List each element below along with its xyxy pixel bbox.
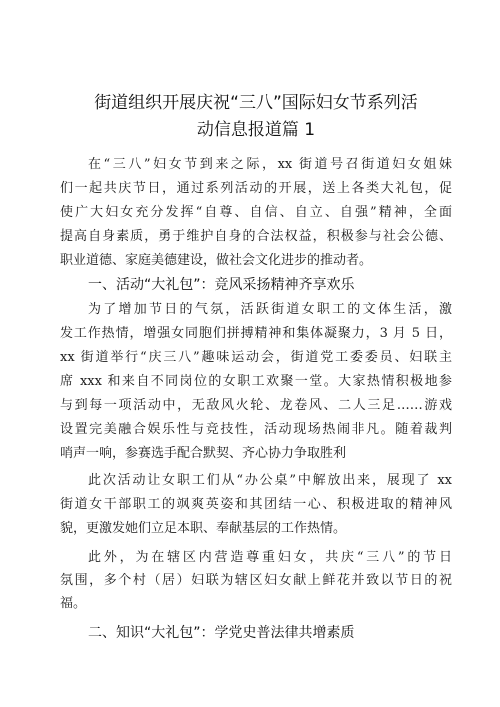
paragraph-4-line: 此外，为在辖区内营造尊重妇女，共庆“三八”的节日: [88, 550, 452, 565]
document-title-line-1: 街道组织开展庆祝“三八”国际妇女节系列活: [94, 93, 418, 113]
paragraph-1-line: 们一起共庆节日，通过系列活动的开展，送上各类大礼包，促: [60, 181, 452, 196]
paragraph-2-line: 席 xxx 和来自不同岗位的女职工欢聚一堂。大家热情积极地参: [60, 374, 452, 389]
paragraph-1-line: 使广大妇女充分发挥“自尊、自信、自立、自强”精神，全面: [60, 205, 452, 220]
paragraph-4-line: 福。: [60, 596, 87, 611]
paragraph-4-line: 氛围，多个村（居）妇联为辖区妇女献上鲜花并致以节日的祝: [60, 573, 452, 588]
document-title-line-2: 动信息报道篇 1: [196, 120, 316, 140]
paragraph-2-line: 与到每一项活动中，无敌风火轮、龙卷风、二人三足……游戏: [60, 398, 452, 413]
paragraph-2-line: xx 街道举行“庆三八”趣味运动会，街道党工委委员、妇联主: [60, 350, 452, 365]
paragraph-2-line: 为了增加节日的气氛，活跃街道女职工的文体生活，激: [88, 302, 452, 317]
section-heading-2: 二、知识“大礼包”：学党史普法律共增素质: [88, 625, 355, 641]
paragraph-1-line: 在“三八”妇女节到来之际，xx 街道号召街道妇女姐妹: [88, 157, 452, 172]
paragraph-2-line: 设置完美融合娱乐性与竞技性，活动现场热闹非凡。随着裁判: [60, 422, 452, 437]
paragraph-1-line: 提高自身素质，勇于维护自身的合法权益，积极参与社会公德、: [60, 229, 452, 244]
paragraph-2-line: 发工作热情，增强女同胞们拼搏精神和集体凝聚力，3 月 5 日，: [60, 326, 452, 341]
paragraph-3-line: 貌，更激发她们立足本职、奉献基层的工作热情。: [60, 521, 347, 536]
paragraph-3-line: 街道女干部职工的飒爽英姿和其团结一心、积极进取的精神风: [60, 497, 452, 512]
section-heading-1: 一、活动“大礼包”：竞风采扬精神齐享欢乐: [88, 277, 355, 293]
paragraph-2-line: 哨声一响，参赛选手配合默契、齐心协力争取胜利: [60, 446, 347, 461]
paragraph-3-line: 此次活动让女职工们从“办公桌”中解放出来，展现了 xx: [88, 473, 452, 488]
paragraph-1-line: 职业道德、家庭美德建设，做社会文化进步的推动者。: [60, 253, 373, 268]
